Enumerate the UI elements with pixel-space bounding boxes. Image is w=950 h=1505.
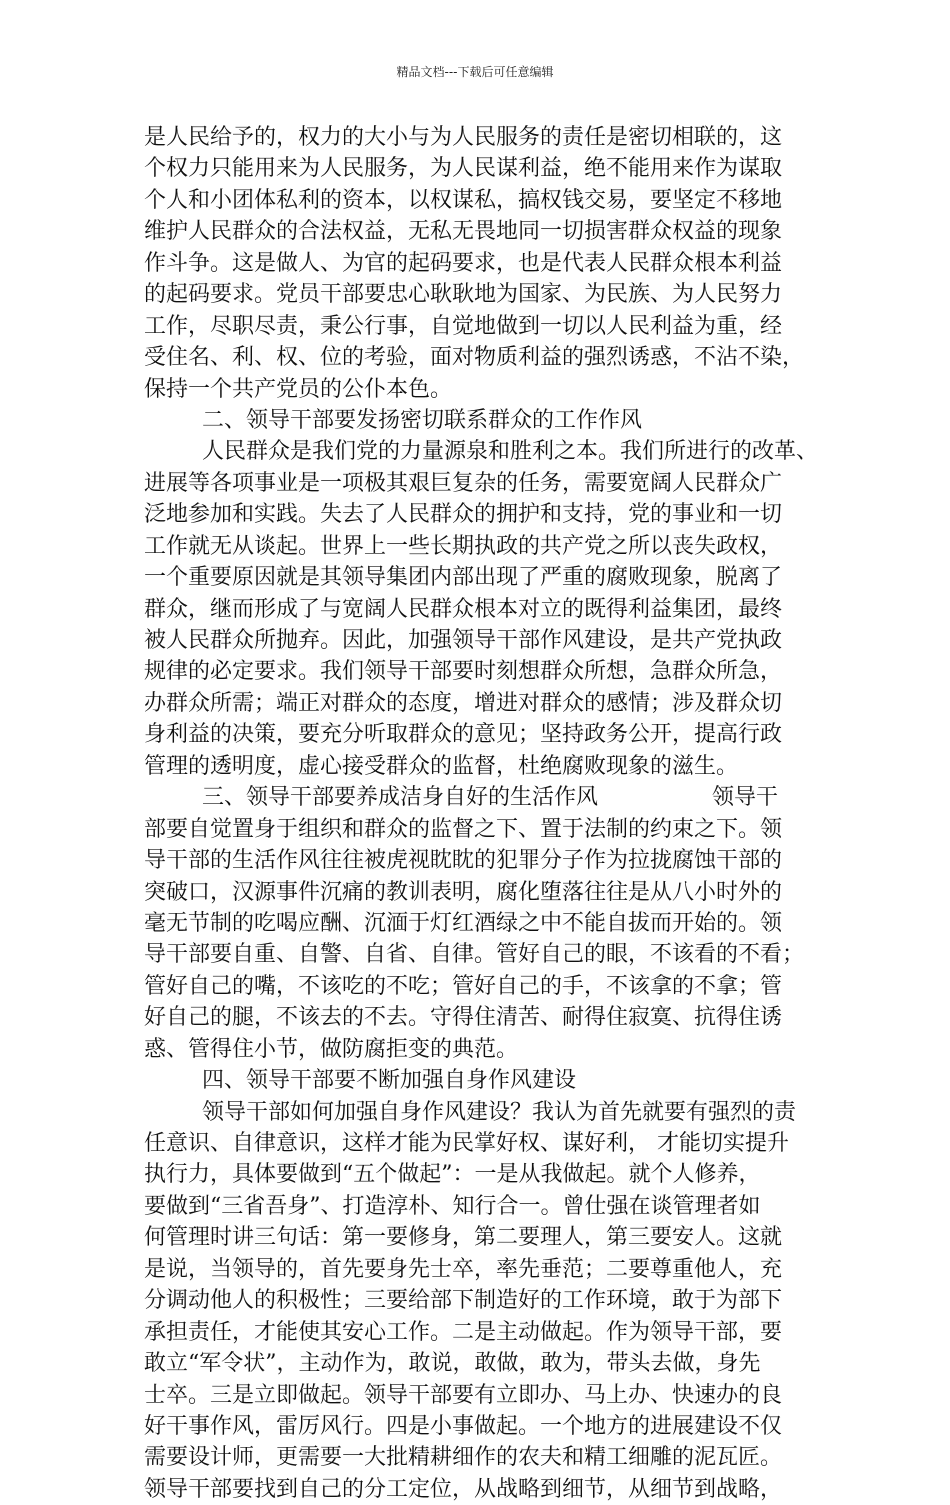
text-line-content: 部要自觉置身于组织和群众的监督之下、置于法制的约束之下。领 bbox=[144, 816, 783, 842]
text-line bbox=[144, 971, 826, 1002]
text-line-content: 士卒。三是立即做起。领导干部要有立即办、马上办、快速办的良 bbox=[144, 1382, 783, 1408]
text-line bbox=[144, 562, 826, 593]
text-line-content: 工作就无从谈起。世界上一些长期执政的共产党之所以丧失政权， bbox=[144, 533, 783, 559]
text-line bbox=[144, 531, 826, 562]
text-line-content: 需要设计师，更需要一大批精耕细作的农夫和精工细雕的泥瓦匠。 bbox=[144, 1445, 783, 1471]
text-line bbox=[144, 374, 826, 405]
text-line bbox=[144, 656, 826, 687]
text-line bbox=[144, 1159, 826, 1190]
text-line-content: 是人民给予的，权力的大小与为人民服务的责任是密切相联的，这 bbox=[144, 125, 783, 150]
text-line-content: 工作，尽职尽责，秉公行事，自觉地做到一切以人民利益为重，经 bbox=[144, 313, 783, 339]
text-line bbox=[144, 1191, 826, 1222]
text-line-content: 三、领导干部要养成洁身自好的生活作风 bbox=[202, 785, 599, 811]
text-line-content: 进展等各项事业是一项极其艰巨复杂的任务，需要宽阔人民群众广 bbox=[144, 470, 783, 496]
text-line-content: 办群众所需；端正对群众的态度，增进对群众的感情；涉及群众切 bbox=[144, 690, 783, 716]
text-line-content: 被人民群众所抛弃。因此，加强领导干部作风建设，是共产党执政 bbox=[144, 628, 783, 653]
text-line-content: 受住名、利、权、位的考验，面对物质利益的强烈诱惑，不沾不染， bbox=[144, 345, 805, 371]
page-header: 精品文档---下载后可任意编辑 bbox=[396, 65, 554, 79]
text-line bbox=[144, 625, 826, 656]
text-line-tail: 领导干 bbox=[712, 785, 779, 811]
text-line-content: 领导干部要找到自己的分工定位，从战略到细节，从细节到战略， bbox=[144, 1476, 783, 1502]
text-line bbox=[144, 185, 826, 216]
text-line bbox=[144, 719, 826, 750]
text-line bbox=[144, 279, 826, 310]
text-line bbox=[144, 782, 826, 813]
text-line-content: 突破口，汉源事件沉痛的教训表明，腐化堕落往往是从八小时外的 bbox=[144, 879, 783, 905]
text-line bbox=[144, 405, 826, 436]
text-line-content: 任意识、自律意识，这样才能为民掌好权、谋好利， 才能切实提升 bbox=[144, 1131, 789, 1156]
text-line-content: 维护人民群众的合法权益，无私无畏地同一切损害群众权益的现象 bbox=[144, 219, 783, 245]
text-line bbox=[144, 468, 826, 499]
text-line-content: 要做到“三省吾身”、打造淳朴、知行合一。曾仕强在谈管理者如 bbox=[144, 1193, 761, 1219]
text-line bbox=[144, 1442, 826, 1473]
text-line bbox=[144, 311, 826, 342]
text-line-content: 的起码要求。党员干部要忠心耿耿地为国家、为民族、为人民努力 bbox=[144, 282, 783, 308]
text-line bbox=[144, 1317, 826, 1348]
text-line bbox=[144, 1065, 826, 1096]
text-line-content: 个人和小团体私利的资本，以权谋私，搞权钱交易，要坚定不移地 bbox=[144, 187, 783, 213]
text-line-content: 领导干部如何加强自身作风建设？我认为首先就要有强烈的责 bbox=[202, 1099, 797, 1125]
text-line bbox=[144, 908, 826, 939]
text-line-content: 导干部的生活作风往往被虎视眈眈的犯罪分子作为拉拢腐蚀干部的 bbox=[144, 848, 783, 874]
text-line bbox=[144, 845, 826, 876]
text-line-content: 泛地参加和实践。失去了人民群众的拥护和支持，党的事业和一切 bbox=[144, 502, 783, 528]
text-line bbox=[144, 814, 826, 845]
text-line-content: 四、领导干部要不断加强自身作风建设 bbox=[202, 1068, 577, 1094]
text-line-content: 好自己的腿，不该去的不去。守得住清苦、耐得住寂寞、抗得住诱 bbox=[144, 1005, 783, 1031]
text-line-content: 管好自己的嘴，不该吃的不吃；管好自己的手，不该拿的不拿；管 bbox=[144, 973, 783, 999]
text-line bbox=[144, 594, 826, 625]
text-line-content: 管理的透明度，虚心接受群众的监督，杜绝腐败现象的滋生。 bbox=[144, 753, 739, 779]
text-line bbox=[144, 216, 826, 247]
text-line bbox=[144, 1411, 826, 1442]
text-line-content: 敢立“军令状”，主动作为，敢说，敢做，敢为，带头去做，身先 bbox=[144, 1351, 761, 1377]
text-line bbox=[144, 248, 826, 279]
text-line-content: 二、领导干部要发扬密切联系群众的工作作风 bbox=[202, 407, 643, 433]
text-line-content: 何管理时讲三句话：第一要修身，第二要理人，第三要安人。这就 bbox=[144, 1225, 783, 1251]
text-line-content: 毫无节制的吃喝应酬、沉湎于灯红酒绿之中不能自拔而开始的。领 bbox=[144, 910, 783, 936]
text-line-content: 是说，当领导的，首先要身先士卒，率先垂范；二要尊重他人，充 bbox=[144, 1256, 783, 1282]
text-line-content: 身利益的决策，要充分听取群众的意见；坚持政务公开，提高行政 bbox=[144, 722, 783, 748]
text-line bbox=[144, 877, 826, 908]
text-line-content: 承担责任，才能使其安心工作。二是主动做起。作为领导干部，要 bbox=[144, 1319, 783, 1345]
text-line-content: 个权力只能用来为人民服务，为人民谋利益，绝不能用来作为谋取 bbox=[144, 156, 783, 182]
text-line bbox=[144, 1474, 826, 1505]
document-body bbox=[144, 122, 826, 1505]
text-line-content: 分调动他人的积极性；三要给部下制造好的工作环境，敢于为部下 bbox=[144, 1288, 783, 1314]
text-line-content: 作斗争。这是做人、为官的起码要求，也是代表人民群众根本利益 bbox=[144, 250, 783, 276]
text-line-content: 保持一个共产党员的公仆本色。 bbox=[144, 376, 453, 402]
text-line bbox=[144, 1348, 826, 1379]
text-line bbox=[144, 122, 826, 153]
text-line-content: 规律的必定要求。我们领导干部要时刻想群众所想，急群众所急， bbox=[144, 659, 783, 685]
text-line bbox=[144, 1222, 826, 1253]
text-line bbox=[144, 499, 826, 530]
text-line bbox=[144, 1380, 826, 1411]
text-line-content: 一个重要原因就是其领导集团内部出现了严重的腐败现象，脱离了 bbox=[144, 565, 783, 591]
text-line bbox=[144, 751, 826, 782]
text-line-content: 人民群众是我们党的力量源泉和胜利之本。我们所进行的改革、 bbox=[202, 439, 819, 465]
text-line-content: 惑、管得住小节，做防腐拒变的典范。 bbox=[144, 1036, 519, 1062]
text-line-content: 好干事作风，雷厉风行。四是小事做起。一个地方的进展建设不仅 bbox=[144, 1413, 783, 1439]
text-line bbox=[144, 436, 826, 467]
text-line-content: 导干部要自重、自警、自省、自律。管好自己的眼，不该看的不看； bbox=[144, 942, 805, 968]
text-line bbox=[144, 153, 826, 184]
text-line bbox=[144, 1254, 826, 1285]
text-line bbox=[144, 688, 826, 719]
text-line bbox=[144, 1097, 826, 1128]
text-line-content: 执行力，具体要做到“五个做起”：一是从我做起。就个人修养， bbox=[144, 1162, 761, 1188]
text-line bbox=[144, 1034, 826, 1065]
text-line bbox=[144, 939, 826, 970]
text-line-content: 群众，继而形成了与宽阔人民群众根本对立的既得利益集团，最终 bbox=[144, 596, 783, 622]
text-line bbox=[144, 1128, 826, 1159]
text-line bbox=[144, 1002, 826, 1033]
text-line bbox=[144, 1285, 826, 1316]
text-line bbox=[144, 342, 826, 373]
